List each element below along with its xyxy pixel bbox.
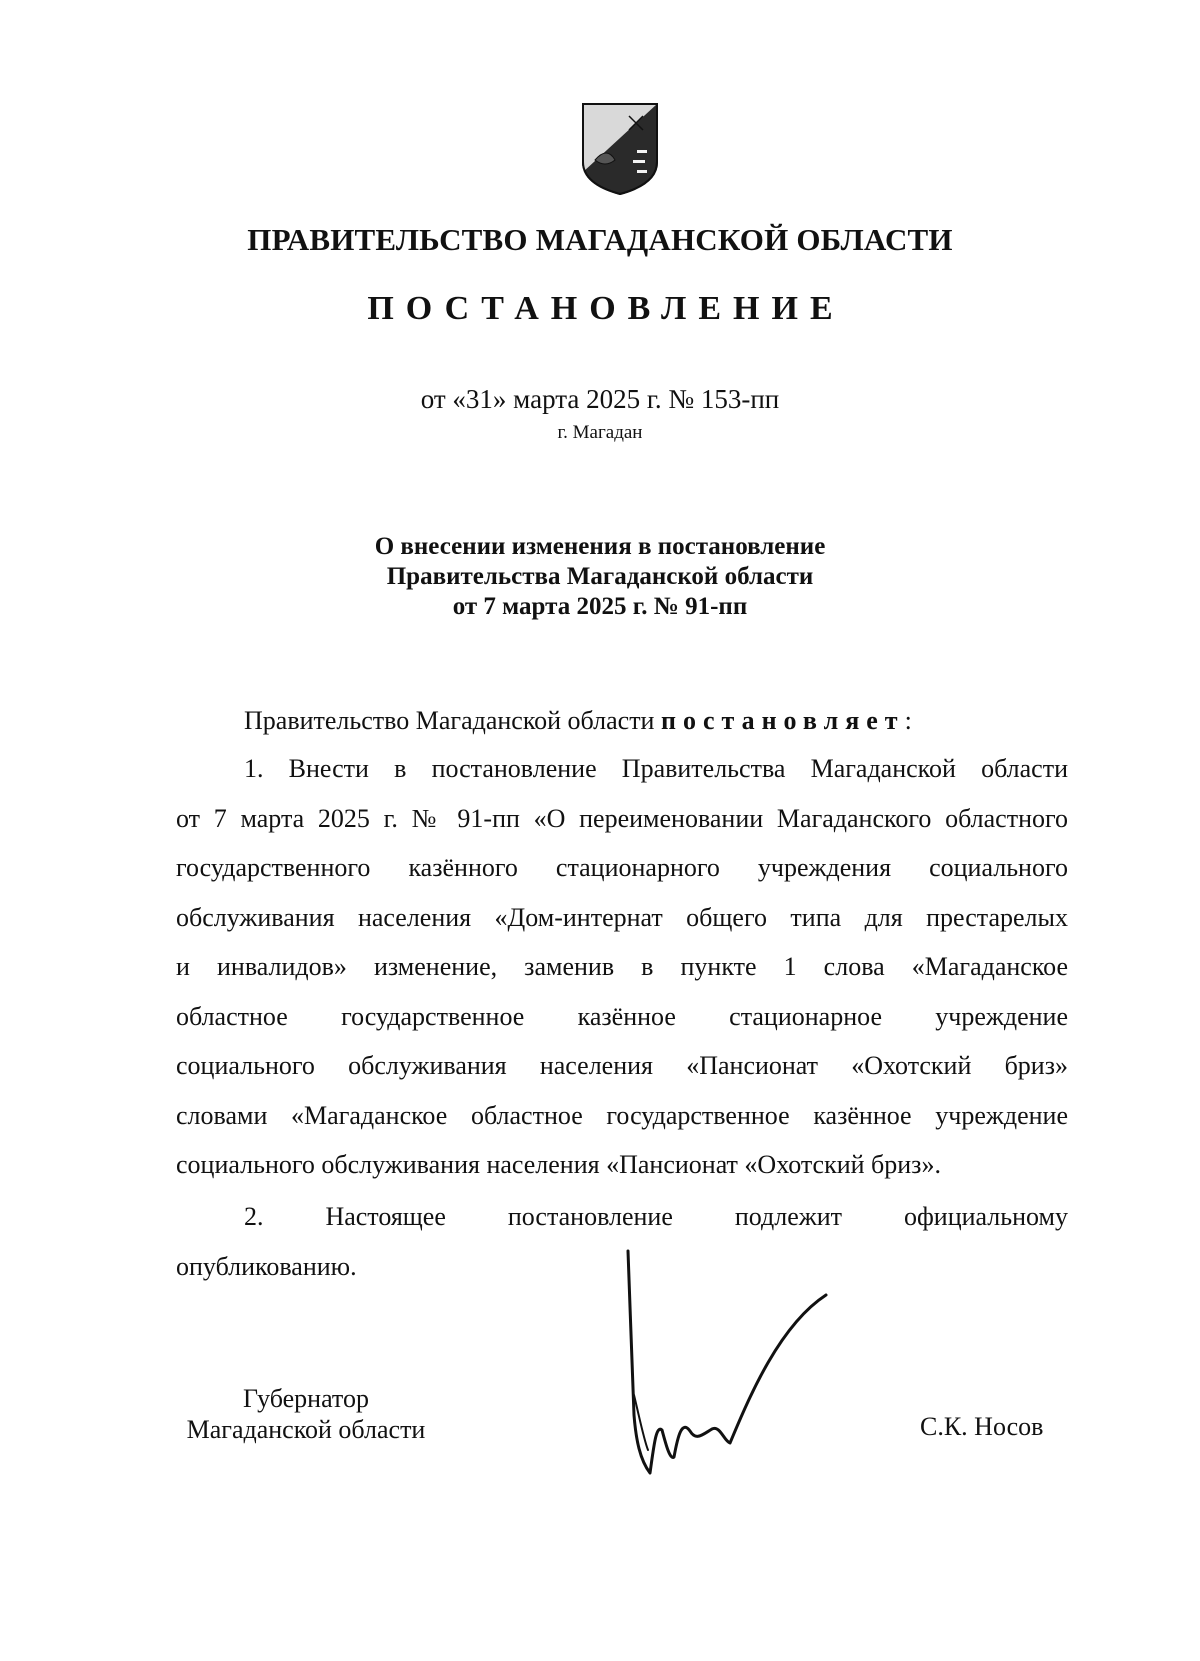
- paragraph-line: 1. Внести в постановление Правительства Магаданской области: [244, 754, 1068, 783]
- signer-position-line: Губернатор: [243, 1384, 369, 1413]
- coat-of-arms-icon: [581, 102, 659, 196]
- paragraph-line: и инвалидов» изменение, заменив в пункте 1 слова «Магаданское: [176, 952, 1068, 981]
- signer-position: [176, 1383, 436, 1445]
- paragraph-line: 2. Настоящее постановление подлежит официальному: [244, 1202, 1068, 1231]
- paragraph-line: словами «Магаданское областное государственное казённое учреждение: [176, 1100, 1068, 1130]
- subject-line: Правительства Магаданской области: [386, 563, 814, 590]
- paragraph-line: социального обслуживания населения «Пансионат «Охотский бриз»: [176, 1051, 1068, 1080]
- subject-line: от 7 марта 2025 г. № 91-пп: [452, 593, 748, 620]
- preamble-verb: постановляет: [660, 706, 905, 735]
- signer-name: С.К. Носов: [920, 1412, 1044, 1441]
- paragraph-line: опубликованию.: [176, 1251, 357, 1281]
- date-and-number: от «31» марта 2025 г. № 153-пп: [420, 384, 780, 414]
- paragraph-line: государственного казённого стационарного учреждения социального: [176, 853, 1068, 882]
- organization-title: ПРАВИТЕЛЬСТВО МАГАДАНСКОЙ ОБЛАСТИ: [247, 222, 953, 257]
- paragraph-line: от 7 марта 2025 г. № 91-пп «О переименовании Магаданского областного: [176, 803, 1068, 833]
- preamble-colon: :: [904, 706, 912, 735]
- document-type-heading: ПОСТАНОВЛЕНИЕ: [367, 290, 845, 327]
- paragraph-line: областное государственное казённое стационарное учреждение: [176, 1001, 1068, 1031]
- paragraph-line: обслуживания населения «Дом-интернат общего типа для престарелых: [176, 902, 1068, 932]
- city: г. Магадан: [557, 422, 643, 443]
- preamble: [244, 706, 912, 736]
- subject-line: О внесении изменения в постановление: [374, 533, 826, 560]
- document-subject: [0, 532, 1200, 622]
- paragraph-1: [176, 744, 1068, 1190]
- handwritten-signature-icon: [620, 1245, 850, 1485]
- preamble-text: Правительство Магаданской области: [244, 706, 655, 735]
- paragraph-line: социального обслуживания населения «Пансионат «Охотский бриз».: [176, 1150, 941, 1179]
- signer-position-line: Магаданской области: [186, 1415, 426, 1444]
